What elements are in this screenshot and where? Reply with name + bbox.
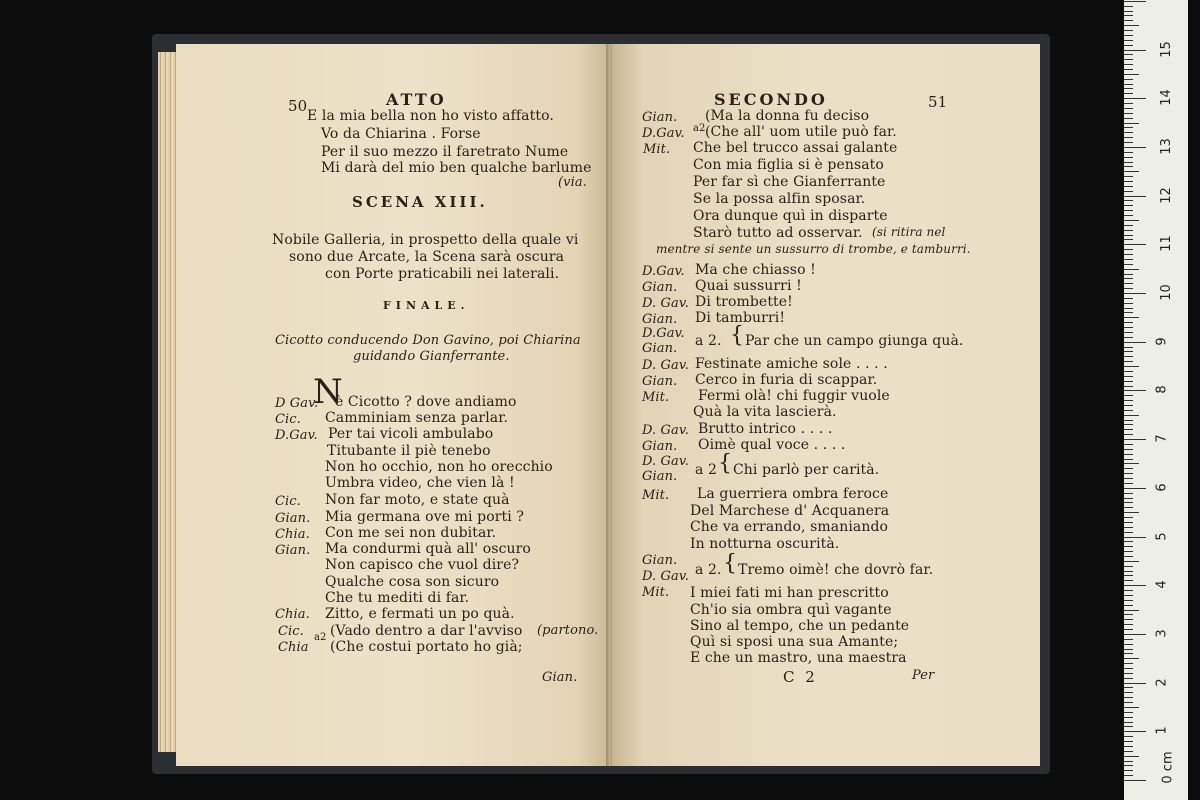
dialogue-line: Non capisco che vuol dire? xyxy=(325,557,520,573)
ruler-tick xyxy=(1124,186,1133,187)
ruler-tick xyxy=(1124,751,1133,752)
ruler-number: 10 xyxy=(1158,284,1174,301)
speaker-name: Mit. xyxy=(642,390,670,405)
ruler-tick xyxy=(1124,30,1133,31)
stage-description-line: Nobile Galleria, in prospetto della quale vi xyxy=(272,232,579,248)
drop-cap: N xyxy=(313,372,343,412)
a2-marker: a 2 xyxy=(695,462,718,478)
ruler-tick xyxy=(1124,59,1133,60)
dialogue-line: Di tamburri! xyxy=(695,310,786,326)
dialogue-line: Brutto intrico . . . . xyxy=(698,421,833,437)
ruler-tick xyxy=(1124,605,1133,606)
ruler-tick xyxy=(1124,147,1146,148)
exit-direction: (via. xyxy=(558,175,587,190)
ruler-tick xyxy=(1124,653,1133,654)
ruler-number: 1 xyxy=(1154,726,1170,735)
speaker-name: Gian. xyxy=(642,280,678,295)
ruler-tick xyxy=(1124,517,1133,518)
ruler-tick xyxy=(1124,298,1133,299)
stage-description-line: con Porte praticabili nei laterali. xyxy=(325,266,560,282)
ruler-number: 12 xyxy=(1158,186,1174,204)
ruler-tick xyxy=(1124,639,1133,640)
verse-line: E la mia bella non ho visto affatto. xyxy=(307,108,554,124)
dialogue-line: I miei fati mi han prescritto xyxy=(690,585,889,601)
dialogue-line: (Che all' uom utile può far. xyxy=(705,124,897,140)
ruler-tick xyxy=(1124,303,1133,304)
ruler-tick xyxy=(1124,697,1133,698)
speaker-name: Gian. xyxy=(642,341,678,356)
speaker-name: D. Gav. xyxy=(642,454,689,469)
ruler-tick xyxy=(1124,556,1133,557)
ruler-tick xyxy=(1124,215,1133,216)
ruler-tick xyxy=(1124,210,1133,211)
ruler-tick xyxy=(1124,765,1133,766)
ruler-tick xyxy=(1124,741,1133,742)
dialogue-line: Che va errando, smaniando xyxy=(690,519,889,535)
speaker-name: Cic. xyxy=(275,412,301,427)
ruler-tick xyxy=(1124,502,1133,503)
dialogue-line: Ora dunque quì in disparte xyxy=(693,208,888,224)
duet-brace: { xyxy=(730,323,745,348)
ruler-tick xyxy=(1124,658,1139,659)
ruler-tick xyxy=(1124,191,1133,192)
ruler-tick xyxy=(1124,726,1133,727)
speaker-name: D.Gav. xyxy=(642,326,685,341)
dialogue-line: Titubante il piè tenebo xyxy=(327,443,491,459)
ruler-tick xyxy=(1124,162,1133,163)
dialogue-line: Quai sussurri ! xyxy=(695,278,802,294)
speaker-name: Chia xyxy=(278,640,309,655)
ruler-tick xyxy=(1124,20,1133,21)
dialogue-line: Starò tutto ad osservar. xyxy=(693,225,863,241)
ruler-tick xyxy=(1124,566,1133,567)
ruler-number: 8 xyxy=(1154,385,1170,395)
ruler-tick xyxy=(1124,79,1133,80)
dialogue-line: è Cicotto ? dove andiamo xyxy=(335,394,517,410)
ruler-tick xyxy=(1124,166,1133,167)
verse-line: Mi darà del mio ben qualche barlume xyxy=(321,160,592,176)
ruler-tick xyxy=(1124,157,1133,158)
ruler-tick xyxy=(1124,731,1146,732)
ruler-tick xyxy=(1124,15,1133,16)
ruler-tick xyxy=(1124,108,1133,109)
dialogue-line: Di trombette! xyxy=(695,294,793,310)
ruler-tick xyxy=(1124,546,1133,547)
speaker-name: D. Gav. xyxy=(642,296,689,311)
ruler-tick xyxy=(1124,351,1133,352)
speaker-name: Mit. xyxy=(642,585,670,600)
ruler-tick xyxy=(1124,132,1133,133)
speaker-name: Gian. xyxy=(642,312,678,327)
speaker-name: Gian. xyxy=(642,469,678,484)
ruler-tick xyxy=(1124,624,1133,625)
dialogue-line: Oimè qual voce . . . . xyxy=(698,437,846,453)
ruler-tick xyxy=(1124,11,1133,12)
ruler-tick xyxy=(1124,532,1133,533)
entrance-line: guidando Gianferrante. xyxy=(353,349,510,364)
verse-line: Per il suo mezzo il faretrato Nume xyxy=(321,144,569,160)
ruler-tick xyxy=(1124,337,1133,338)
ruler-tick xyxy=(1124,668,1133,669)
speaker-name: D. Gav. xyxy=(642,358,689,373)
speaker-name: Gian. xyxy=(275,511,311,526)
ruler-tick xyxy=(1124,200,1133,201)
ruler-tick xyxy=(1124,420,1133,421)
ruler-tick xyxy=(1124,746,1133,747)
ruler-tick xyxy=(1124,770,1133,771)
dialogue-line: Con me sei non dubitar. xyxy=(325,525,497,541)
ruler-tick xyxy=(1124,239,1133,240)
ruler-tick xyxy=(1124,415,1139,416)
ruler-tick xyxy=(1124,381,1133,382)
ruler-unit: 0 cm xyxy=(1160,751,1176,784)
ruler-tick xyxy=(1124,264,1133,265)
exit-direction: (partono. xyxy=(537,623,599,638)
ruler-tick xyxy=(1124,424,1133,425)
verse-line: Vo da Chiarina . Forse xyxy=(321,126,481,142)
ruler-tick xyxy=(1124,361,1133,362)
ruler-tick xyxy=(1124,775,1133,776)
speaker-name: Mit. xyxy=(642,488,670,503)
ruler-tick xyxy=(1124,610,1139,611)
ruler-tick xyxy=(1124,761,1133,762)
ruler-tick xyxy=(1124,137,1133,138)
ruler-tick xyxy=(1124,6,1133,7)
ruler-tick xyxy=(1124,50,1146,51)
a2-marker: a2 xyxy=(693,123,706,134)
ruler-tick xyxy=(1124,444,1133,445)
ruler-tick xyxy=(1124,483,1133,484)
ruler-tick xyxy=(1124,488,1146,489)
catchword: Per xyxy=(912,668,935,683)
dialogue-line: Ma che chiasso ! xyxy=(695,262,816,278)
speaker-name: Chia. xyxy=(275,527,310,542)
dialogue-line: Festinate amiche sole . . . . xyxy=(695,356,888,372)
catchword: Gian. xyxy=(542,670,578,685)
ruler-tick xyxy=(1124,590,1133,591)
ruler-tick xyxy=(1124,634,1146,635)
ruler-tick xyxy=(1124,537,1146,538)
ruler-tick xyxy=(1124,687,1133,688)
dialogue-line: Fermi olà! chi fuggir vuole xyxy=(698,388,890,404)
ruler-number: 6 xyxy=(1154,483,1170,492)
dialogue-line: Per far sì che Gianferrante xyxy=(693,174,886,190)
duet-brace: { xyxy=(718,451,733,476)
ruler-tick xyxy=(1124,410,1133,411)
ruler-tick xyxy=(1124,649,1133,650)
ruler-tick xyxy=(1124,756,1139,757)
ruler-tick xyxy=(1124,614,1133,615)
ruler-tick xyxy=(1124,312,1133,313)
ruler-tick xyxy=(1124,327,1133,328)
ruler-tick xyxy=(1124,644,1133,645)
right-page-number: 51 xyxy=(928,93,948,111)
a2-marker: a 2. xyxy=(695,333,722,349)
dialogue-line: Ch'io sia ombra quì vagante xyxy=(690,602,892,618)
section-heading: FINALE. xyxy=(383,299,470,312)
ruler-tick xyxy=(1124,278,1133,279)
dialogue-line: Se la possa alfin sposar. xyxy=(693,191,866,207)
dialogue-line: E che un mastro, una maestra xyxy=(690,650,907,666)
ruler-tick xyxy=(1124,585,1146,586)
dialogue-line: Quì si sposi una sua Amante; xyxy=(690,634,899,650)
dialogue-line: Non ho occhio, non ho orecchio xyxy=(325,459,553,475)
duet-line: Par che un campo giunga quà. xyxy=(745,333,964,349)
ruler-tick xyxy=(1124,780,1146,781)
speaker-name: Gian. xyxy=(642,374,678,389)
ruler-tick xyxy=(1124,123,1139,124)
dialogue-line: (Che costui portato ho già; xyxy=(330,639,523,655)
ruler-tick xyxy=(1124,507,1133,508)
ruler-tick xyxy=(1124,463,1139,464)
ruler-tick xyxy=(1124,434,1133,435)
speaker-name: D.Gav. xyxy=(275,428,318,443)
speaker-name: Cic. xyxy=(278,624,304,639)
speaker-name: Cic. xyxy=(275,494,301,509)
ruler-tick xyxy=(1124,527,1133,528)
dialogue-line: Che tu mediti di far. xyxy=(325,590,470,606)
dialogue-line: Ma condurmi quà all' oscuro xyxy=(325,541,531,557)
left-running-head: ATTO xyxy=(386,90,447,109)
ruler-tick xyxy=(1124,454,1133,455)
left-page-number: 50 xyxy=(288,97,308,115)
speaker-name: Gian. xyxy=(642,553,678,568)
ruler-tick xyxy=(1124,84,1133,85)
ruler-number: 9 xyxy=(1154,337,1170,346)
ruler-tick xyxy=(1124,673,1133,674)
ruler-tick xyxy=(1124,259,1133,260)
duet-line: Tremo oimè! che dovrò far. xyxy=(738,562,934,578)
ruler-tick xyxy=(1124,205,1133,206)
ruler-tick xyxy=(1124,736,1133,737)
dialogue-line: Per tai vicoli ambulabo xyxy=(328,426,494,442)
entrance-line: Cicotto conducendo Don Gavino, poi Chiarina xyxy=(275,333,581,348)
ruler-tick xyxy=(1124,342,1146,343)
ruler-tick xyxy=(1124,317,1139,318)
ruler-tick xyxy=(1124,400,1133,401)
ruler-number: 11 xyxy=(1158,235,1174,253)
dialogue-line: Zitto, e fermati un po quà. xyxy=(325,606,515,622)
stage-direction: mentre si sente un sussurro di trombe, e tamburri. xyxy=(656,242,971,256)
ruler-number: 5 xyxy=(1154,531,1170,541)
ruler-tick xyxy=(1124,171,1139,172)
ruler-number: 4 xyxy=(1154,580,1170,589)
ruler-tick xyxy=(1124,347,1133,348)
ruler-tick xyxy=(1124,678,1133,679)
ruler-tick xyxy=(1124,478,1133,479)
ruler-tick xyxy=(1124,40,1133,41)
ruler-tick xyxy=(1124,142,1133,143)
ruler-tick xyxy=(1124,220,1139,221)
ruler-number: 2 xyxy=(1154,677,1170,687)
ruler-tick xyxy=(1124,629,1133,630)
dialogue-line: Qualche cosa son sicuro xyxy=(325,574,500,590)
ruler-tick xyxy=(1124,707,1139,708)
dialogue-line: Cerco in furia di scappar. xyxy=(695,372,878,388)
dialogue-line: Quà la vita lascierà. xyxy=(693,404,837,420)
ruler-tick xyxy=(1124,498,1133,499)
ruler-tick xyxy=(1124,702,1133,703)
ruler-tick xyxy=(1124,663,1133,664)
ruler-tick xyxy=(1124,103,1133,104)
ruler-tick xyxy=(1124,541,1133,542)
ruler-tick xyxy=(1124,692,1133,693)
right-running-head: SECONDO xyxy=(714,90,828,109)
ruler-tick xyxy=(1124,25,1139,26)
dialogue-line: Con mia figlia si è pensato xyxy=(693,157,884,173)
ruler-tick xyxy=(1124,468,1133,469)
ruler-tick xyxy=(1124,127,1133,128)
ruler-tick xyxy=(1124,561,1139,562)
ruler-tick xyxy=(1124,600,1133,601)
speaker-name: Gian. xyxy=(275,543,311,558)
ruler-tick xyxy=(1124,244,1146,245)
ruler-number: 7 xyxy=(1154,434,1170,443)
ruler-tick xyxy=(1124,88,1133,89)
a2-marker: a2 xyxy=(314,632,327,643)
ruler-tick xyxy=(1124,288,1133,289)
ruler-tick xyxy=(1124,371,1133,372)
ruler-tick xyxy=(1124,196,1146,197)
dialogue-line: Umbra video, che vien là ! xyxy=(325,475,515,491)
ruler-tick xyxy=(1124,54,1133,55)
ruler-tick xyxy=(1124,235,1133,236)
ruler-tick xyxy=(1124,522,1133,523)
dialogue-line: (Vado dentro a dar l'avviso xyxy=(330,623,523,639)
ruler-tick xyxy=(1124,366,1139,367)
ruler-tick xyxy=(1124,93,1133,94)
ruler-number: 14 xyxy=(1158,89,1174,106)
speaker-name: Gian. xyxy=(642,439,678,454)
ruler-tick xyxy=(1124,113,1133,114)
ruler-tick xyxy=(1124,429,1133,430)
ruler-tick xyxy=(1124,230,1133,231)
speaker-name: Mit. xyxy=(643,142,671,157)
ruler-tick xyxy=(1124,274,1133,275)
ruler-tick xyxy=(1124,176,1133,177)
dialogue-line: In notturna oscurità. xyxy=(690,536,840,552)
ruler-tick xyxy=(1124,449,1133,450)
dialogue-line: Sino al tempo, che un pedante xyxy=(690,618,910,634)
ruler-number: 3 xyxy=(1154,629,1170,638)
speaker-name: D. Gav. xyxy=(642,423,689,438)
ruler-tick xyxy=(1124,722,1133,723)
ruler-tick xyxy=(1124,571,1133,572)
ruler-tick xyxy=(1124,473,1133,474)
ruler-tick xyxy=(1124,459,1133,460)
ruler-tick xyxy=(1124,580,1133,581)
ruler-tick xyxy=(1124,386,1133,387)
ruler-number: 13 xyxy=(1158,138,1174,155)
speaker-name: D.Gav. xyxy=(642,264,685,279)
dialogue-line: Non far moto, e state quà xyxy=(325,492,510,508)
ruler-tick xyxy=(1124,181,1133,182)
ruler-tick xyxy=(1124,69,1133,70)
measurement-ruler xyxy=(1124,0,1188,800)
ruler-tick xyxy=(1124,493,1133,494)
signature-mark: C 2 xyxy=(783,668,818,686)
ruler-tick xyxy=(1124,98,1146,99)
ruler-tick xyxy=(1124,376,1133,377)
ruler-tick xyxy=(1124,225,1133,226)
ruler-number: 15 xyxy=(1158,40,1174,58)
ruler-tick xyxy=(1124,152,1133,153)
scene-title: SCENA XIII. xyxy=(352,193,488,211)
ruler-tick xyxy=(1124,405,1133,406)
stage-direction: (si ritira nel xyxy=(872,225,946,239)
ruler-tick xyxy=(1124,390,1146,391)
dialogue-line: Camminiam senza parlar. xyxy=(325,410,509,426)
ruler-tick xyxy=(1124,64,1133,65)
ruler-tick xyxy=(1124,254,1133,255)
stage-description-line: sono due Arcate, la Scena sarà oscura xyxy=(289,249,565,265)
ruler-tick xyxy=(1124,356,1133,357)
ruler-tick xyxy=(1124,269,1139,270)
ruler-tick xyxy=(1124,712,1133,713)
duet-line: Chi parlò per carità. xyxy=(733,462,880,478)
ruler-tick xyxy=(1124,1,1146,2)
ruler-tick xyxy=(1124,575,1133,576)
dialogue-line: (Ma la donna fu deciso xyxy=(705,108,870,124)
ruler-tick xyxy=(1124,293,1146,294)
page-edges xyxy=(158,52,178,752)
ruler-tick xyxy=(1124,35,1133,36)
ruler-tick xyxy=(1124,595,1133,596)
dialogue-line: Mia germana ove mi porti ? xyxy=(325,509,525,525)
ruler-tick xyxy=(1124,332,1133,333)
speaker-name: Gian. xyxy=(642,110,678,125)
dialogue-line: Del Marchese d' Acquanera xyxy=(690,503,890,519)
ruler-tick xyxy=(1124,619,1133,620)
ruler-tick xyxy=(1124,683,1146,684)
ruler-tick xyxy=(1124,395,1133,396)
ruler-tick xyxy=(1124,439,1146,440)
ruler-tick xyxy=(1124,45,1133,46)
ruler-tick xyxy=(1124,551,1133,552)
ruler-tick xyxy=(1124,512,1139,513)
ruler-tick xyxy=(1124,74,1139,75)
ruler-tick xyxy=(1124,249,1133,250)
ruler-tick xyxy=(1124,322,1133,323)
speaker-name: D.Gav. xyxy=(642,126,685,141)
dialogue-line: Che bel trucco assai galante xyxy=(693,140,898,156)
speaker-name: D Gav. xyxy=(275,396,319,411)
dialogue-line: La guerriera ombra feroce xyxy=(697,486,889,502)
duet-brace: { xyxy=(723,551,738,576)
speaker-name: D. Gav. xyxy=(642,569,689,584)
ruler-tick xyxy=(1124,283,1133,284)
a2-marker: a 2. xyxy=(695,562,722,578)
ruler-tick xyxy=(1124,717,1133,718)
ruler-tick xyxy=(1124,308,1133,309)
speaker-name: Chia. xyxy=(275,607,310,622)
ruler-tick xyxy=(1124,118,1133,119)
